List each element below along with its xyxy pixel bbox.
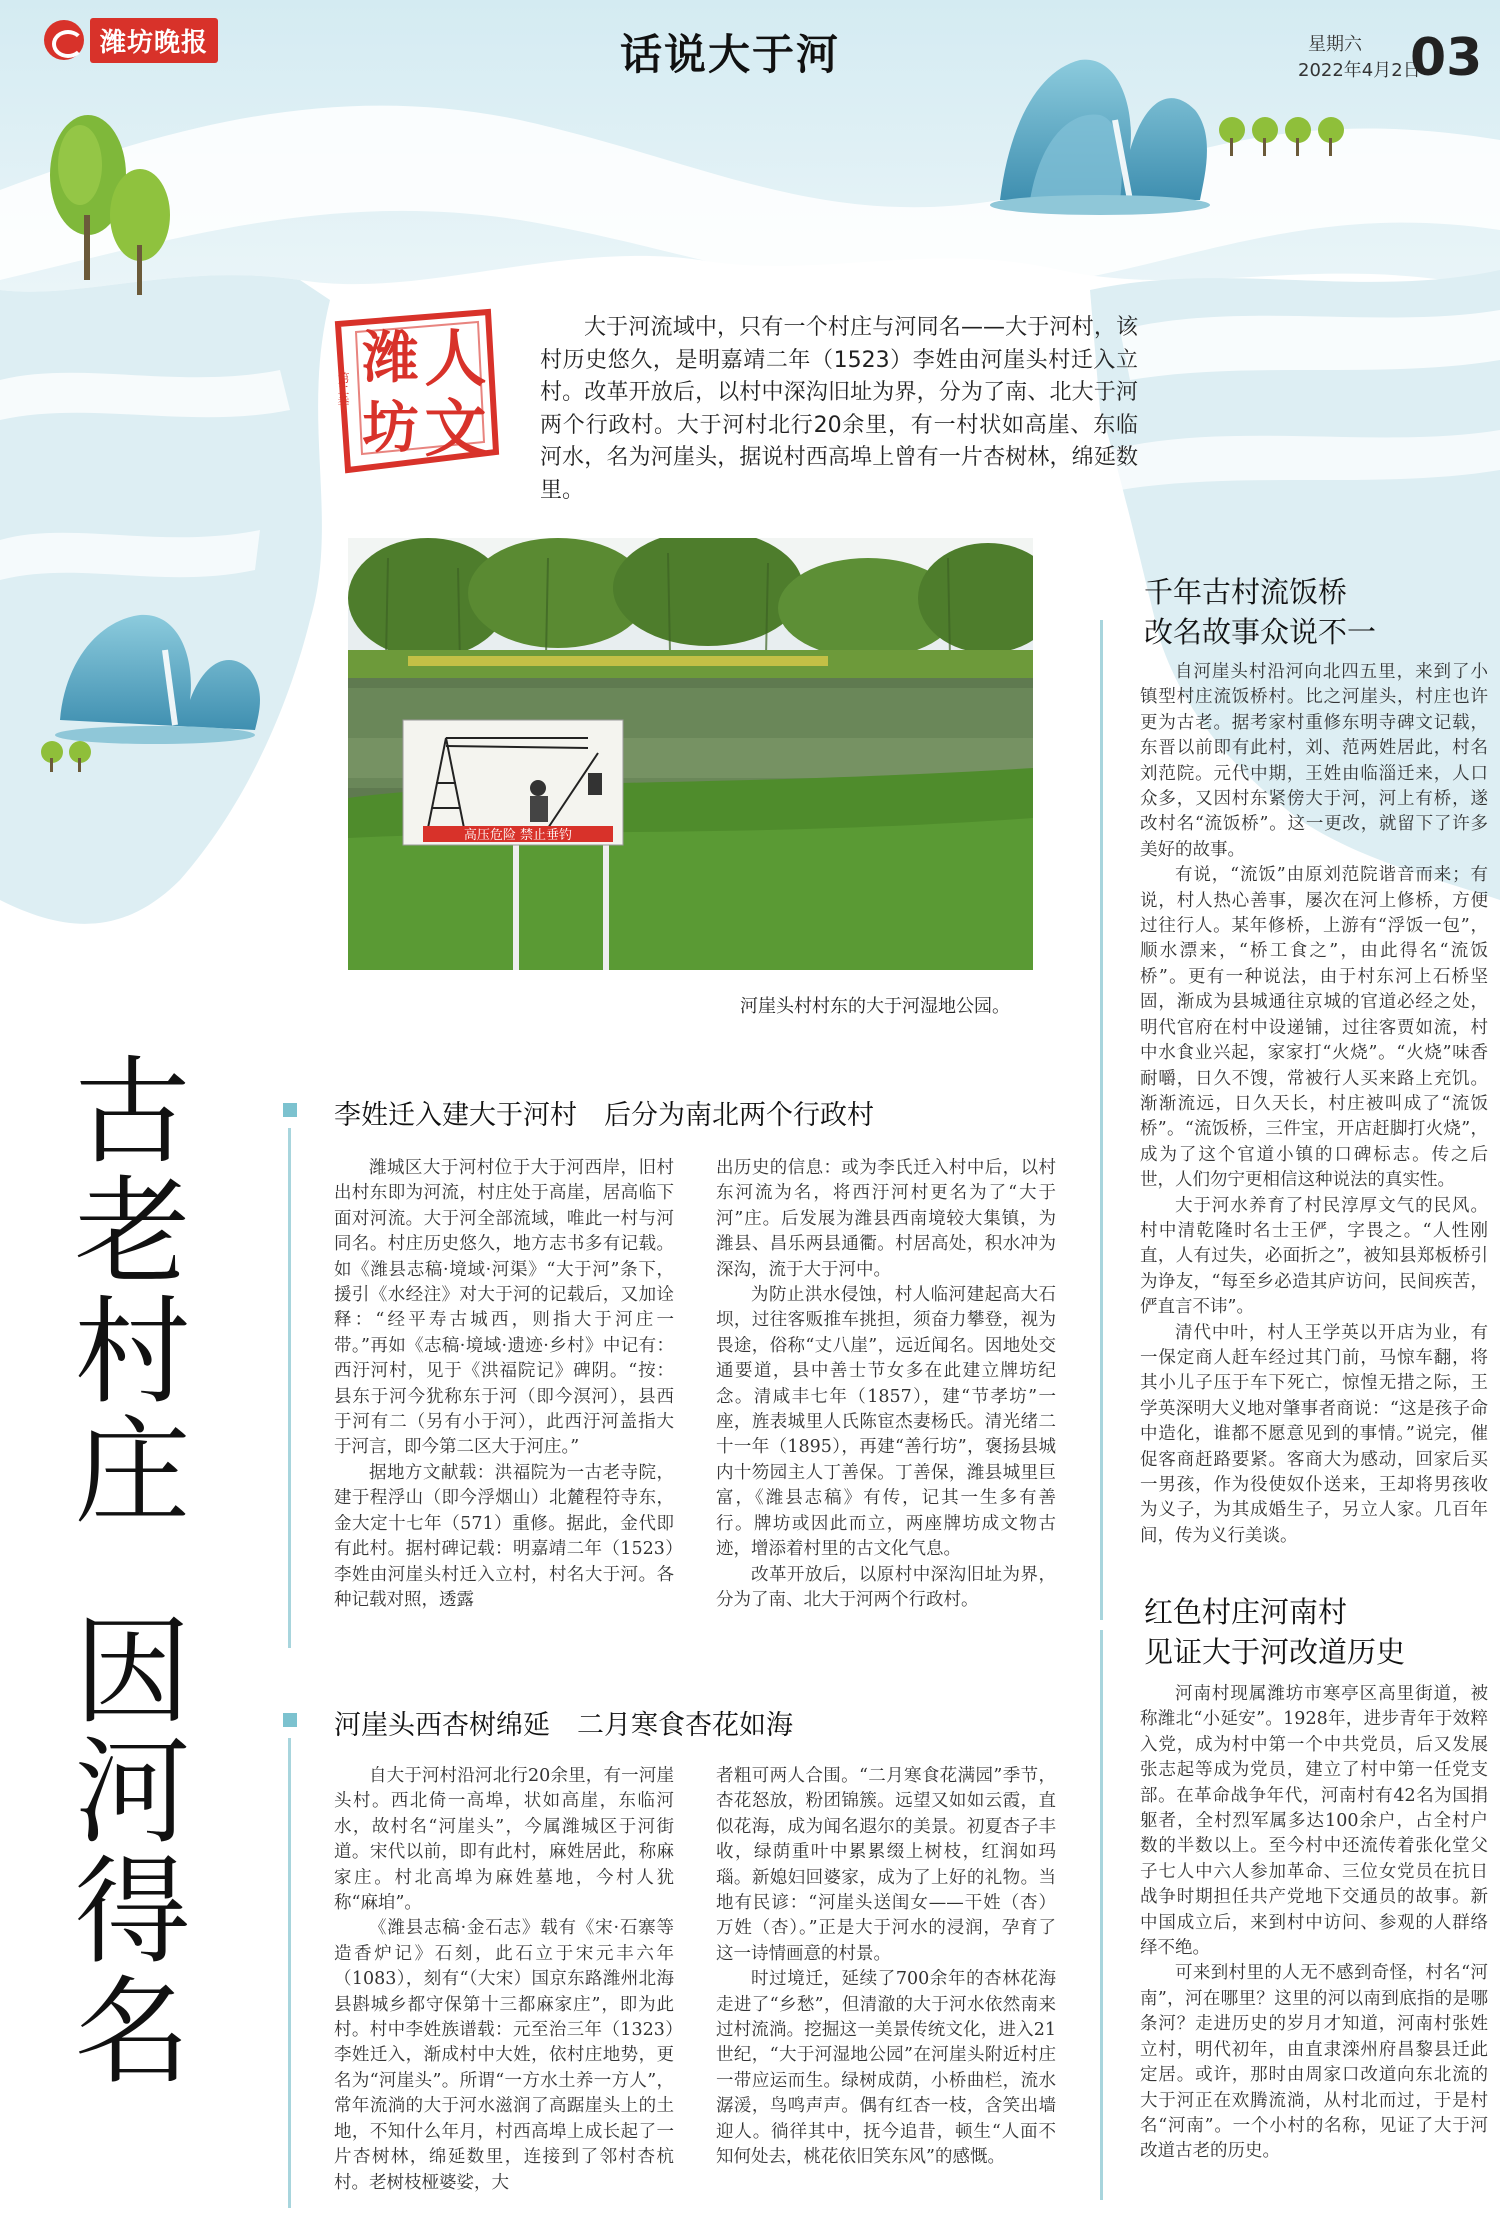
wetland-park-photo bbox=[348, 538, 1033, 970]
seal-char-1: 潍 bbox=[362, 326, 419, 391]
section2-column-right bbox=[716, 1764, 1056, 2171]
section-marker-1 bbox=[283, 1103, 297, 1117]
page-number: 03 bbox=[1410, 28, 1483, 88]
section4-column bbox=[1140, 1682, 1488, 2165]
section1-para: 潍城区大于河村位于大于河西岸，旧村出村东即为河流，村庄处于高崖，居高临下面对河流。大于河全部流域，唯此一村与河同名。村庄历史悠久，地方志书多有记载。如《潍县志稿·境域·河渠》“大于河”条下，援引《水经注》对大于河的记载后，又加诠释：“经平寿古城西，则指大于河庄一带。”再如《志稿·境域·遗迹·乡村》中记有：西汙河村，见于《洪福院记》碑阴。“按：县东于河今犹称东于河（即今溟河），县西于河有二（另有小于河），此西汙河盖指大于河言，即今第二区大于河庄。” bbox=[334, 1158, 674, 1458]
issue-date: 2022年4月2日 bbox=[1298, 60, 1421, 81]
section-rail-1 bbox=[288, 1128, 291, 1648]
page-section-title: 话说大于河 bbox=[619, 30, 840, 79]
right-rail-top bbox=[1100, 620, 1103, 1620]
sign-text: 高压危险 禁止垂钓 bbox=[463, 828, 573, 843]
section1-para: 据地方文献载：洪福院为一古老寺院，建于程浮山（即今浮烟山）北麓程符寺东，金大定十七年（571）重修。据此，金代即有此村。据村碑记载：明嘉靖二年（1523）李姓由河崖头村迁入立村，村名大于河。各种记载对照，透露 bbox=[334, 1462, 674, 1610]
photo-image bbox=[348, 538, 1033, 970]
photo-caption: 河崖头村村东的大于河湿地公园。 bbox=[740, 996, 1010, 1017]
section-heading-2: 河崖头西杏树绵延 二月寒食杏花如海 bbox=[334, 1710, 793, 1741]
newspaper-logo bbox=[44, 18, 254, 62]
section3-para: 有说，“流饭”由原刘范院谐音而来；有说，村人热心善事，屡次在河上修桥，方便过往行人。某年修桥，上游有“浮饭一包”，顺水漂来，“桥工食之”，由此得名“流饭桥”。更有一种说法，由于村东河上石桥坚固，渐成为县城通往京城的官道必经之处，明代官府在村中设递铺，过往客贾如流，村中水食业兴起，家家打“火烧”。“火烧”味香耐嚼，日久不馊，常被行人买来路上充饥。渐渐流远，日久天长，村庄被叫成了“流饭桥”。“流饭桥，三件宝，开店赶脚打火烧”，成为了这个官道小镇的口碑标志。传之后世，人们勿宁更相信这种说法的真实性。 bbox=[1140, 865, 1488, 1191]
section-heading-4 bbox=[1144, 1592, 1405, 1672]
section1-column-right bbox=[716, 1156, 1056, 1613]
section2-para: 者粗可两人合围。“二月寒食花满园”季节，杏花怒放，粉团锦簇。远望又如如云霞，直似花海，成为闻名遐尔的美景。初夏杏子丰收，绿荫重叶中累累缀上树枝，红润如玛瑙。新媳妇回婆家，成为了上好的礼物。当地有民谚：“河崖头送闺女——干姓（杏）万姓（杏）。”正是大于河水的浸润，孕育了这一诗情画意的村景。 bbox=[716, 1766, 1056, 1964]
section2-para: 《潍县志稿·金石志》载有《宋·石寨等造香炉记》石刻，此石立于宋元丰六年（1083），刻有“（大宋）国京东路潍州北海县斟城乡都守保第十三都麻家庄”，即为此村。村中李姓族谱载：元至治三年（1323）李姓迁入，渐成村中大姓，依村庄地势，更名为“河崖头”。所谓“一方水土养一方人”，常年流淌的大于河水滋润了高踞崖头上的土地，不知什么年月，村西高埠上成长起了一片杏树林，绵延数里，连接到了邻村杏杭村。老树枝桠婆娑，大 bbox=[334, 1918, 674, 2193]
section2-column-left bbox=[334, 1764, 674, 2196]
section1-para: 改革开放后，以原村中深沟旧址为界，分为了南、北大于河两个行政村。 bbox=[716, 1564, 1056, 1610]
section-heading-3 bbox=[1144, 572, 1376, 652]
section3-para: 自河崖头村沿河向北四五里，来到了小镇型村庄流饭桥村。比之河崖头，村庄也许更为古老。据考家村重修东明寺碑文记载，东晋以前即有此村，刘、范两姓居此，村名刘范院。元代中期，王姓由临淄迁来，人口众多，又因村东紧傍大于河，河上有桥，遂改村名“流饭桥”。这一更改，就留下了许多美好的故事。 bbox=[1140, 662, 1488, 860]
section-rail-2 bbox=[288, 1738, 291, 2208]
section-marker-2 bbox=[283, 1713, 297, 1727]
section3-para: 清代中叶，村人王学英以开店为业，有一保定商人赶车经过其门前，马惊车翻，将其小儿子压于车下死亡，惊惶无措之际，王学英深明大义地对肇事者商说：“这是孩子命中造化，谁都不愿意见到的事情。”说完，催促客商赶路要紧。客商大为感动，回家后买一男孩，作为役使奴仆送来，王却将男孩收为义子，为其成婚生子，另立人家。几百年间，传为义行美谈。 bbox=[1140, 1322, 1488, 1546]
weekday: 星期六 bbox=[1308, 34, 1362, 55]
section-heading-1: 李姓迁入建大于河村 后分为南北两个行政村 bbox=[334, 1100, 874, 1131]
section4-heading-line2: 见证大于河改道历史 bbox=[1144, 1635, 1406, 1669]
section1-column-left bbox=[334, 1156, 674, 1613]
big-title-line-2: 因河得名 bbox=[55, 1610, 190, 2090]
big-title-line-1: 古老村庄 bbox=[55, 1050, 190, 1530]
section1-para: 为防止洪水侵蚀，村人临河建起高大石坝，过往客贩推车挑担，须奋力攀登，视为畏途，俗称“丈八崖”，远近闻名。因地处交通要道，县中善士节女多在此建立牌坊纪念。清咸丰七年（1857），建“节孝坊”一座，旌表城里人氏陈宦杰妻杨氏。清光绪二十一年（1895），再建“善行坊”，褒扬县城内十笏园主人丁善保。丁善保，潍县城里巨富，《潍县志稿》有传，记其一生多有善行。牌坊或因此而立，两座牌坊成文物古迹，增添着村里的古文化气息。 bbox=[716, 1285, 1056, 1560]
section1-para: 出历史的信息：或为李氏迁入村中后，以村东河流为名，将西汙河村更名为了“大于河”庄。后发展为潍县西南境较大集镇，为潍县、昌乐两县通衢。村居高处，积水冲为深沟，流于大于河中。 bbox=[716, 1158, 1056, 1280]
section4-para: 可来到村里的人无不感到奇怪，村名“河南”，河在哪里？这里的河以南到底指的是哪条河？走进历史的岁月才知道，河南村张姓立村，明代初年，由直隶滦州府昌黎县迁此定居。或许，那时由周家口改道向东北流的大于河正在欢腾流淌，从村北而过，于是村名“河南”。一个小村的名称，见证了大于河改道古老的历史。 bbox=[1140, 1963, 1488, 2162]
section3-column bbox=[1140, 660, 1488, 1549]
column-seal bbox=[328, 302, 504, 478]
section3-heading-line2: 改名故事众说不一 bbox=[1144, 615, 1377, 649]
seal-season: 第二季 bbox=[336, 372, 350, 408]
right-rail-bottom bbox=[1100, 1630, 1103, 2200]
seal-char-2: 坊 bbox=[362, 396, 419, 461]
section2-para: 自大于河村沿河北行20余里，有一河崖头村。西北倚一高埠，状如高崖，东临河水，故村名“河崖头”，今属潍城区于河街道。宋代以前，即有此村，麻姓居此，称麻家庄。村北高埠为麻姓墓地，今村人犹称“麻垍”。 bbox=[334, 1766, 674, 1914]
intro-paragraph: 大于河流域中，只有一个村庄与河同名——大于河村，该村历史悠久，是明嘉靖二年（1523）李姓由河崖头村迁入立村。改革开放后，以村中深沟旧址为界，分为了南、北大于河两个行政村。大于河村北行20余里，有一村状如高崖、东临河水，名为河崖头，据说村西高埠上曾有一片杏树林，绵延数里。 bbox=[540, 315, 1138, 503]
logo-text: 潍坊晚报 bbox=[90, 18, 218, 63]
section3-para: 大于河水养育了村民淳厚文气的民风。村中清乾隆时名士王俨，字畏之。“人性刚直，人有过失，必面折之”，被知县郑板桥引为诤友，“每至乡必造其庐访问，民间疾苦，俨直言不讳”。 bbox=[1140, 1195, 1488, 1318]
section3-heading-line1: 千年古村流饭桥 bbox=[1144, 575, 1348, 609]
seal-char-3: 人 bbox=[424, 322, 487, 395]
logo-icon bbox=[44, 20, 84, 60]
section4-heading-line1: 红色村庄河南村 bbox=[1144, 1595, 1348, 1629]
seal-char-4: 文 bbox=[424, 392, 487, 465]
section2-para: 时过境迁，延续了700余年的杏林花海走进了“乡愁”，但清澈的大于河水依然南来过村流淌。挖掘这一美景传统文化，进入21世纪，“大于河湿地公园”在河崖头附近村庄一带应运而生。绿树成荫，小桥曲栏，流水潺湲，鸟鸣声声。偶有红杏一枝，含笑出墙迎人。徜徉其中，抚今追昔，顿生“人面不知何处去，桃花依旧笑东风”的感慨。 bbox=[716, 1969, 1056, 2168]
section4-para: 河南村现属潍坊市寒亭区高里街道，被称潍北“小延安”。1928年，进步青年于效粹入党，成为村中第一个中共党员，后又发展张志起等成为党员，建立了村中第一任党支部。在革命战争年代，河南村有42名为国捐躯者，全村烈军属多达100余户，占全村户数的半数以上。至今村中还流传着张化堂父子七人中六人参加革命、三位女党员在抗日战争时期担任共产党地下交通员的故事。新中国成立后，来到村中访问、参观的人群络绎不绝。 bbox=[1140, 1684, 1488, 1959]
